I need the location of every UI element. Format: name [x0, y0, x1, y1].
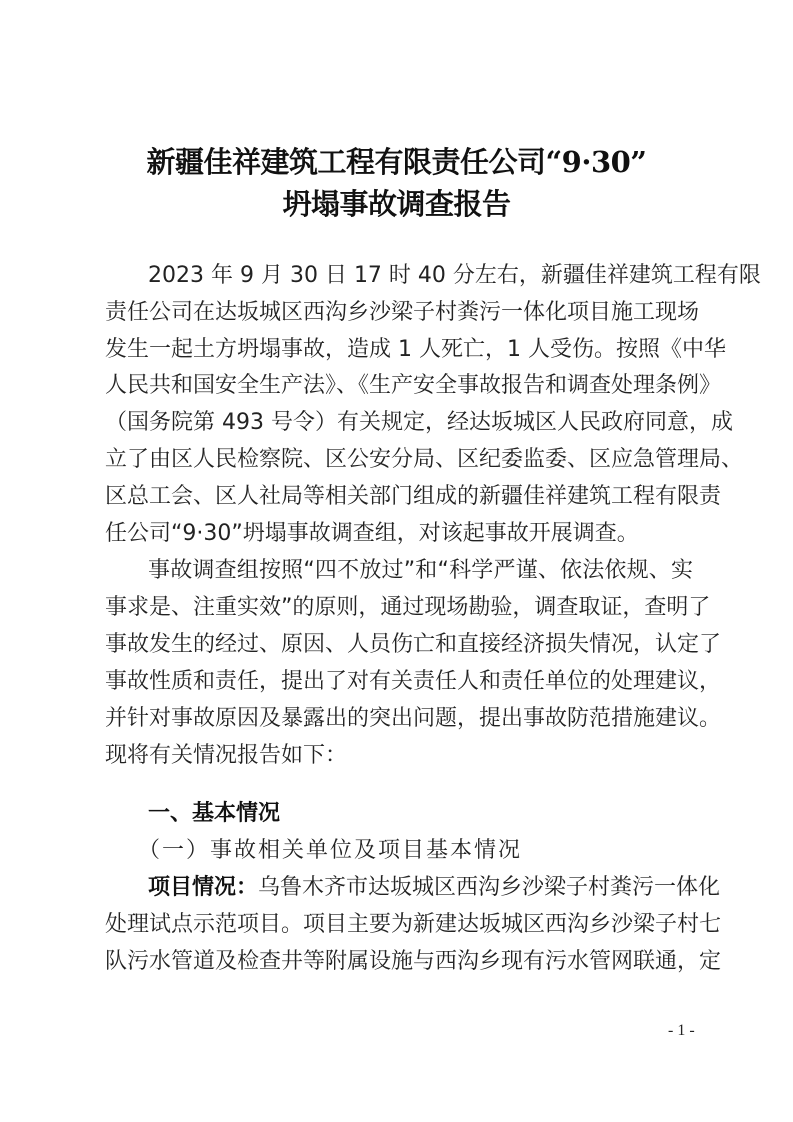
- paragraph-1-line: （国务院第 493 号令）有关规定，经达坂城区人民政府同意，成: [105, 410, 733, 435]
- paragraph-1-line: 人民共和国安全生产法》、《生产安全事故报告和调查处理条例》: [105, 373, 722, 398]
- section-heading: 一、基本情况: [148, 801, 281, 826]
- report-title-line-2: 坍塌事故调查报告: [282, 187, 511, 221]
- paragraph-1-line: 立了由区人民检察院、区公安分局、区纪委监委、区应急管理局、: [105, 447, 744, 472]
- paragraph-2-line: 事故调查组按照“四不放过”和“科学严谨、依法依规、实: [148, 558, 693, 583]
- paragraph-lead-label: 项目情况：: [148, 875, 259, 900]
- paragraph-1-line: 任公司“9·30”坍塌事故调查组，对该起事故开展调查。: [105, 521, 639, 546]
- paragraph-1-line: 责任公司在达坂城区西沟乡沙梁子村粪污一体化项目施工现场: [105, 300, 700, 325]
- subsection-heading: （一）事故相关单位及项目基本情况: [138, 838, 523, 863]
- paragraph-2-line: 事求是、注重实效”的原则，通过现场勘验，调查取证，查明了: [105, 595, 711, 620]
- paragraph-3-line: 队污水管道及检查井等附属设施与西沟乡现有污水管网联通，定: [105, 949, 722, 974]
- page-number: - 1 -: [668, 1022, 695, 1039]
- paragraph-3-text: 乌鲁木齐市达坂城区西沟乡沙梁子村粪污一体化: [258, 875, 721, 900]
- paragraph-3-line: [148, 873, 721, 903]
- paragraph-1-line: 2023 年 9 月 30 日 17 时 40 分左右，新疆佳祥建筑工程有限: [148, 263, 761, 288]
- paragraph-1-line: 发生一起土方坍塌事故，造成 1 人死亡，1 人受伤。按照《中华: [105, 337, 726, 362]
- paragraph-2-line: 并针对事故原因及暴露出的突出问题，提出事故防范措施建议。: [105, 706, 722, 731]
- paragraph-3-line: 处理试点示范项目。项目主要为新建达坂城区西沟乡沙梁子村七: [105, 912, 722, 937]
- paragraph-1-line: 区总工会、区人社局等相关部门组成的新疆佳祥建筑工程有限责: [105, 484, 722, 509]
- paragraph-2-line: 事故性质和责任，提出了对有关责任人和责任单位的处理建议，: [105, 669, 722, 694]
- paragraph-2-line: 事故发生的经过、原因、人员伤亡和直接经济损失情况，认定了: [105, 632, 722, 657]
- report-title-line-1: 新疆佳祥建筑工程有限责任公司“9·30”: [146, 145, 647, 179]
- paragraph-2-line: 现将有关情况报告如下：: [105, 743, 348, 768]
